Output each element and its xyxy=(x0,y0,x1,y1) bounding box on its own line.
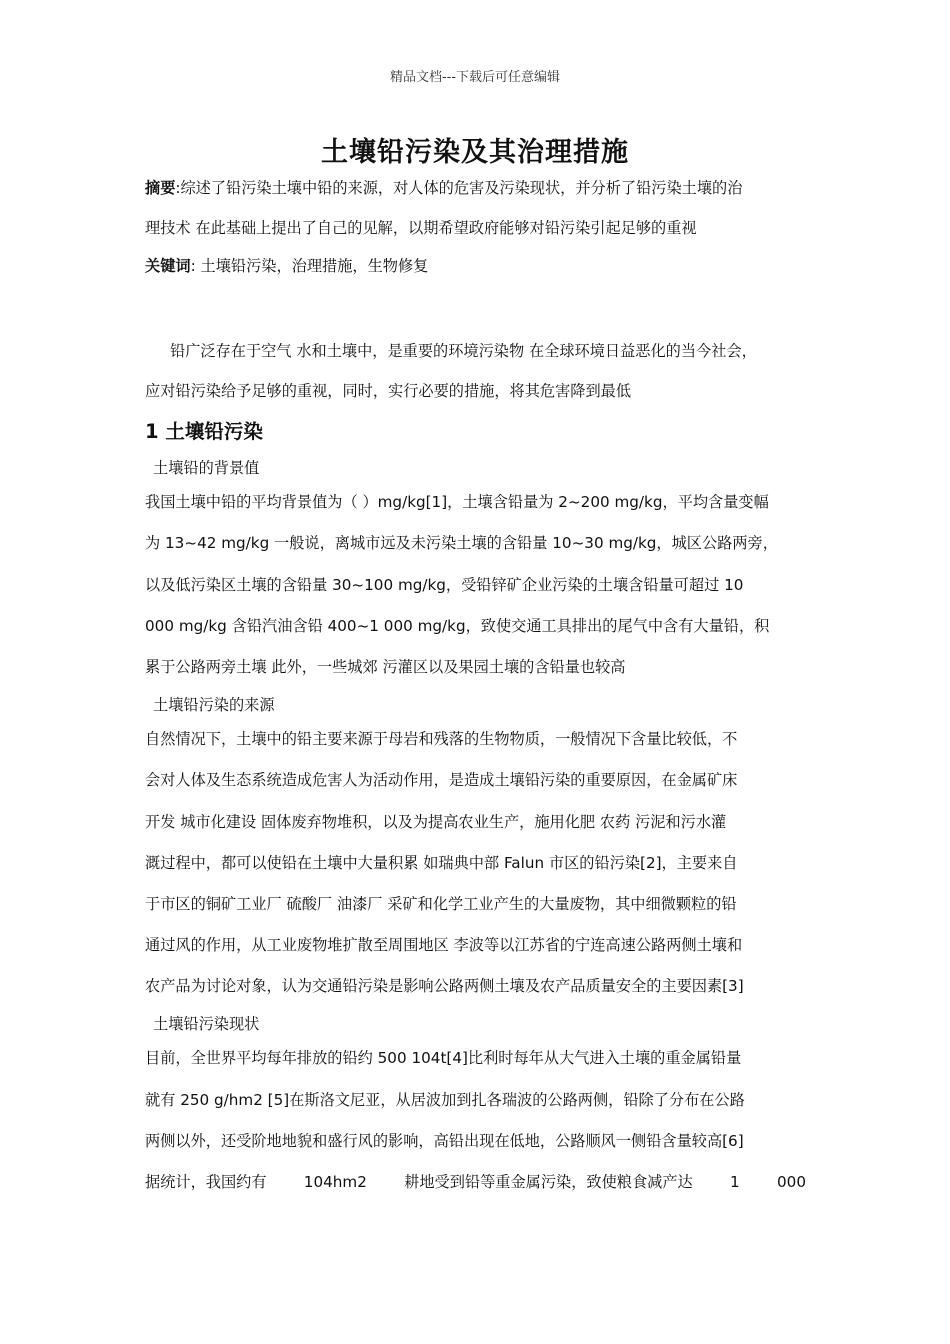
status-line-4-part-4: 1 xyxy=(730,1173,740,1191)
sources-line-2: 会对人体及生态系统造成危害人为活动作用，是造成土壤铅污染的重要原因，在金属矿床 xyxy=(145,771,738,789)
subsection-status-heading: 土壤铅污染现状 xyxy=(153,1015,260,1033)
status-line-2: 就有 250 g/hm2 [5]在斯洛文尼亚，从居波加到扎各瑞波的公路两侧，铅除了分布在公路 xyxy=(145,1091,745,1109)
background-line-5: 累于公路两旁土壤 此外，一些城郊 污灌区以及果园土壤的含铅量也较高 xyxy=(145,658,626,676)
keywords-line xyxy=(145,256,428,276)
subsection-sources-heading: 土壤铅污染的来源 xyxy=(153,696,275,714)
status-line-4-part-2: 104hm2 xyxy=(303,1173,367,1191)
background-line-3: 以及低污染区土壤的含铅量 30~100 mg/kg，受铅锌矿企业污染的土壤含铅量可超过 10 xyxy=(145,576,744,594)
status-line-4 xyxy=(145,1172,806,1192)
sources-line-7: 农产品为讨论对象，认为交通铅污染是影响公路两侧土壤及农产品质量安全的主要因素[3] xyxy=(145,977,744,995)
abstract-label: 摘要 xyxy=(145,179,176,197)
sources-line-1: 自然情况下，土壤中的铅主要来源于母岩和残落的生物物质，一般情况下含量比较低，不 xyxy=(145,730,738,748)
header-note: 精品文档---下载后可任意编辑 xyxy=(389,70,561,85)
sources-line-3: 开发 城市化建设 固体废弃物堆积，以及为提高农业生产，施用化肥 农药 污泥和污水灌 xyxy=(145,813,727,831)
intro-line-2: 应对铅污染给予足够的重视，同时，实行必要的措施，将其危害降到最低 xyxy=(145,382,631,400)
status-line-4-part-5: 000 xyxy=(777,1173,806,1191)
subsection-background-value-heading: 土壤铅的背景值 xyxy=(153,459,260,477)
status-line-3: 两侧以外，还受阶地地貌和盛行风的影响，高铅出现在低地，公路顺风一侧铅含量较高[6] xyxy=(145,1132,744,1150)
section-1-heading: 1 土壤铅污染 xyxy=(145,420,263,443)
sources-line-5: 于市区的铜矿工业厂 硫酸厂 油漆厂 采矿和化学工业产生的大量废物，其中细微颗粒的铅 xyxy=(145,895,737,913)
background-line-4: 000 mg/kg 含铅汽油含铅 400~1 000 mg/kg，致使交通工具排出的尾气中含有大量铅，积 xyxy=(145,617,770,635)
abstract-text-1: :综述了铅污染土壤中铅的来源，对人体的危害及污染现状，并分析了铅污染土壤的治 xyxy=(175,179,743,197)
sources-line-6: 通过风的作用，从工业废物堆扩散至周围地区 李波等以江苏省的宁连高速公路两侧土壤和 xyxy=(145,936,743,954)
intro-line-1: 铅广泛存在于空气 水和土壤中，是重要的环境污染物 在全球环境日益恶化的当今社会， xyxy=(170,342,757,360)
abstract-line-1 xyxy=(145,178,742,198)
background-line-1: 我国土壤中铅的平均背景值为（ ）mg/kg[1]，土壤含铅量为 2~200 mg/kg，平均含量变幅 xyxy=(145,493,769,511)
background-line-2: 为 13~42 mg/kg 一般说，离城市远及未污染土壤的含铅量 10~30 mg/kg，城区公路两旁， xyxy=(145,534,778,552)
keywords-label: 关键词 xyxy=(145,257,191,275)
status-line-1: 目前，全世界平均每年排放的铅约 500 104t[4]比利时每年从大气进入土壤的重金属铅量 xyxy=(145,1049,742,1067)
sources-line-4: 溉过程中，都可以使铅在土壤中大量积累 如瑞典中部 Falun 市区的铅污染[2]，主要来自 xyxy=(145,854,738,872)
abstract-line-2: 理技术 在此基础上提出了自己的见解，以期希望政府能够对铅污染引起足够的重视 xyxy=(145,219,697,237)
keywords-text: : 土壤铅污染，治理措施，生物修复 xyxy=(190,257,429,275)
document-title: 土壤铅污染及其治理措施 xyxy=(321,137,629,168)
status-line-4-part-1: 据统计，我国约有 xyxy=(145,1173,267,1191)
status-line-4-part-3: 耕地受到铅等重金属污染，致使粮食减产达 xyxy=(404,1173,693,1191)
